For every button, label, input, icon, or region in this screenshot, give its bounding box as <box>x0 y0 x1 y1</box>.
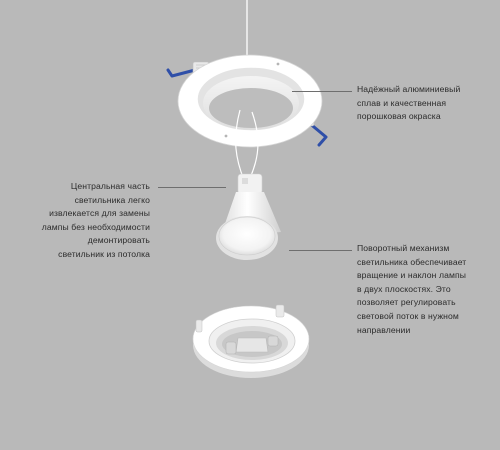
callout-center-part-line: демонтировать <box>87 235 150 246</box>
callout-center-part <box>40 180 150 262</box>
leader-line-center-part <box>158 187 226 188</box>
callout-rotation-line: направлении <box>357 324 411 335</box>
callout-alloy <box>357 83 460 124</box>
leader-line-alloy <box>292 91 352 92</box>
callout-rotation-line: Поворотный механизм <box>357 243 450 253</box>
callout-center-part-line: лампы без необходимости <box>41 221 150 232</box>
callout-rotation-line: в двух плоскостях. Это <box>357 283 451 294</box>
callout-center-part-line: Центральная часть <box>70 181 150 191</box>
callout-center-part-line: светильник из потолка <box>58 248 150 259</box>
rotating-frame-illustration <box>193 305 309 378</box>
callout-rotation-line: светильника обеспечивает <box>357 256 467 267</box>
callout-alloy-line: порошковая окраска <box>357 111 441 122</box>
leader-line-rotation <box>289 250 352 251</box>
callout-center-part-line: светильника легко <box>74 194 150 205</box>
recessed-ring-illustration <box>168 55 326 147</box>
callout-rotation-line: световой поток в нужном <box>357 310 459 321</box>
callout-rotation-line: вращение и наклон лампы <box>357 270 467 281</box>
callout-center-part-line: извлекается для замены <box>49 208 150 219</box>
callout-rotation-line: позволяет регулировать <box>357 297 456 308</box>
callout-alloy-line: Надёжный алюминиевый <box>357 84 461 94</box>
callout-rotation <box>357 242 466 337</box>
callout-alloy-line: сплав и качественная <box>357 97 447 108</box>
